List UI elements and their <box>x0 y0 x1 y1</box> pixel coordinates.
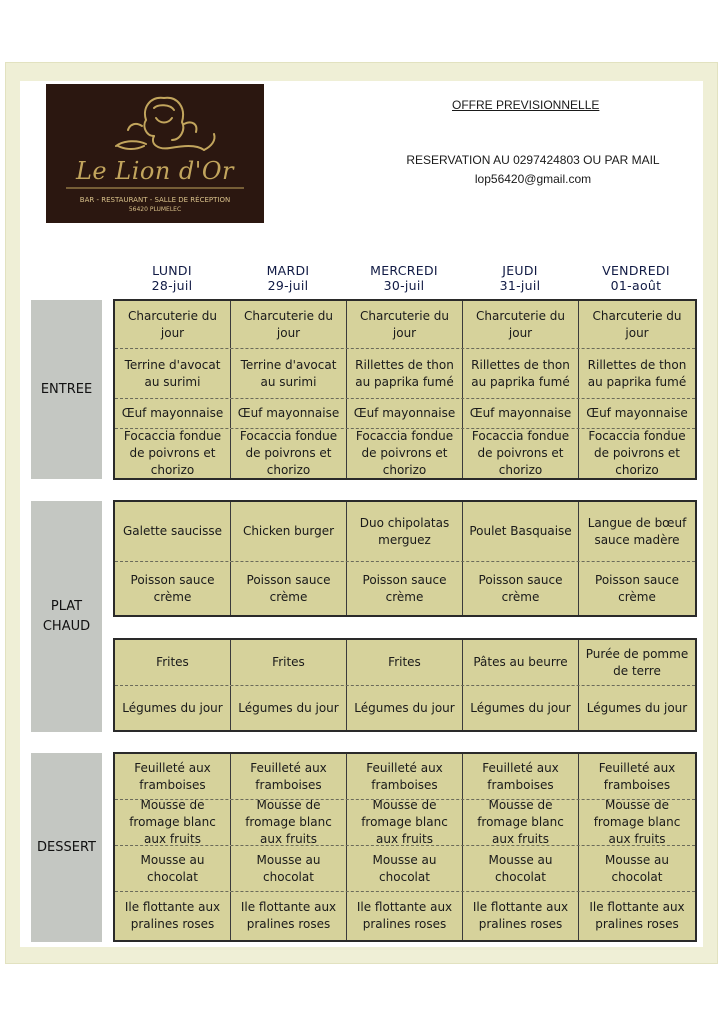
day-name: MERCREDI <box>370 263 438 278</box>
menu-item: Mousse au chocolat <box>115 846 231 891</box>
plat-table <box>113 500 697 617</box>
menu-item: Charcuterie du jour <box>231 301 347 348</box>
menu-item: Mousse de fromage blanc aux fruits <box>463 800 579 845</box>
menu-item: Terrine d'avocat au surimi <box>115 349 231 398</box>
menu-item: Mousse au chocolat <box>347 846 463 891</box>
menu-item: Feuilleté aux framboises <box>598 760 676 792</box>
menu-item: Ile flottante aux pralines roses <box>589 900 685 931</box>
logo-subtitle: BAR - RESTAURANT - SALLE DE RÉCEPTION <box>79 196 231 204</box>
day-header <box>578 263 694 293</box>
menu-item: Ile flottante aux pralines roses <box>115 892 231 940</box>
day-name: LUNDI <box>152 263 192 278</box>
menu-item: Charcuterie du jour <box>592 308 682 340</box>
menu-item: Galette saucisse <box>115 502 231 561</box>
menu-item: Légumes du jour <box>231 686 347 730</box>
menu-item: Ile flottante aux pralines roses <box>231 892 347 940</box>
menu-item: Ile flottante aux pralines roses <box>463 892 579 940</box>
menu-item: Langue de bœuf sauce madère <box>587 515 687 547</box>
menu-item: Rillettes de thon au paprika fumé <box>463 349 579 398</box>
day-date: 28-juil <box>151 278 193 293</box>
menu-item: Feuilleté aux framboises <box>347 754 463 799</box>
table-row <box>115 892 695 940</box>
menu-item: Mousse au chocolat <box>231 846 347 891</box>
table-row <box>115 846 695 892</box>
menu-item: Poisson sauce crème <box>115 562 231 615</box>
entree-table <box>113 299 697 480</box>
dessert-table <box>113 752 697 942</box>
day-header <box>346 263 462 293</box>
menu-item: Focaccia fondue de poivrons et chorizo <box>347 429 463 478</box>
menu-item: Mousse de fromage blanc aux fruits <box>347 800 463 845</box>
menu-item: Œuf mayonnaise <box>231 399 347 428</box>
table-row <box>115 429 695 478</box>
menu-item: Ile flottante aux pralines roses <box>347 892 463 940</box>
menu-item: Poisson sauce crème <box>595 572 679 604</box>
section-plat-chaud: PLAT CHAUD <box>31 501 102 732</box>
menu-item: Focaccia fondue de poivrons et chorizo <box>231 429 347 478</box>
day-header <box>462 263 578 293</box>
table-row <box>115 502 695 562</box>
menu-item: Frites <box>115 640 231 685</box>
menu-item: Légumes du jour <box>586 700 688 715</box>
menu-item: Mousse de fromage blanc aux fruits <box>231 800 347 845</box>
table-row <box>115 640 695 686</box>
day-date: 29-juil <box>267 278 309 293</box>
menu-item: Feuilleté aux framboises <box>231 754 347 799</box>
menu-item: Pâtes au beurre <box>463 640 579 685</box>
menu-item: Légumes du jour <box>347 686 463 730</box>
menu-item: Mousse de fromage blanc aux fruits <box>115 800 231 845</box>
reservation-email: lop56420@gmail.com <box>474 172 592 186</box>
menu-item: Feuilleté aux framboises <box>463 754 579 799</box>
table-row <box>115 754 695 800</box>
menu-item: Légumes du jour <box>115 686 231 730</box>
logo-city: 56420 PLUMELEC <box>128 206 182 213</box>
menu-item: Œuf mayonnaise <box>463 399 579 428</box>
day-header <box>114 263 230 293</box>
table-row <box>115 686 695 730</box>
table-row <box>115 349 695 399</box>
day-date: 31-juil <box>499 278 541 293</box>
menu-item: Mousse de fromage blanc aux fruits <box>593 800 681 845</box>
logo <box>46 84 264 223</box>
day-date: 01-août <box>610 278 662 293</box>
menu-item: Charcuterie du jour <box>463 301 579 348</box>
menu-item: Mousse au chocolat <box>463 846 579 891</box>
table-row <box>115 562 695 615</box>
menu-item: Poisson sauce crème <box>231 562 347 615</box>
menu-item: Feuilleté aux framboises <box>115 754 231 799</box>
menu-item: Chicken burger <box>231 502 347 561</box>
logo-name: Le Lion d'Or <box>75 157 235 185</box>
day-name: MARDI <box>266 263 310 278</box>
menu-item: Rillettes de thon au paprika fumé <box>347 349 463 398</box>
menu-item: Charcuterie du jour <box>347 301 463 348</box>
menu-item: Œuf mayonnaise <box>347 399 463 428</box>
menu-item: Focaccia fondue de poivrons et chorizo <box>115 429 231 478</box>
section-entree: ENTREE <box>31 300 102 479</box>
day-name: JEUDI <box>502 263 538 278</box>
day-name: VENDREDI <box>602 263 670 278</box>
menu-item: Terrine d'avocat au surimi <box>231 349 347 398</box>
day-header <box>230 263 346 293</box>
menu-item: Duo chipolatas merguez <box>347 502 463 561</box>
table-row <box>115 399 695 429</box>
menu-item: Légumes du jour <box>463 686 579 730</box>
menu-item: Poisson sauce crème <box>347 562 463 615</box>
menu-item: Rillettes de thon au paprika fumé <box>587 357 687 389</box>
menu-item: Frites <box>231 640 347 685</box>
menu-item: Poulet Basquaise <box>463 502 579 561</box>
menu-item: Mousse au chocolat <box>605 852 669 884</box>
table-row <box>115 800 695 846</box>
section-dessert: DESSERT <box>31 753 102 942</box>
offer-title: OFFRE PREVISIONNELLE <box>452 98 600 112</box>
menu-item: Poisson sauce crème <box>463 562 579 615</box>
menu-item: Focaccia fondue de poivrons et chorizo <box>588 429 686 477</box>
accompaniment-table <box>113 638 697 732</box>
reservation-phone: RESERVATION AU 0297424803 OU PAR MAIL <box>406 153 660 167</box>
menu-item: Focaccia fondue de poivrons et chorizo <box>463 429 579 478</box>
menu-item: Frites <box>347 640 463 685</box>
menu-item: Œuf mayonnaise <box>586 406 688 420</box>
reservation-info <box>395 151 671 189</box>
menu-item: Œuf mayonnaise <box>115 399 231 428</box>
menu-item: Charcuterie du jour <box>115 301 231 348</box>
day-date: 30-juil <box>383 278 425 293</box>
table-row <box>115 301 695 349</box>
menu-item: Purée de pomme de terre <box>585 646 689 678</box>
